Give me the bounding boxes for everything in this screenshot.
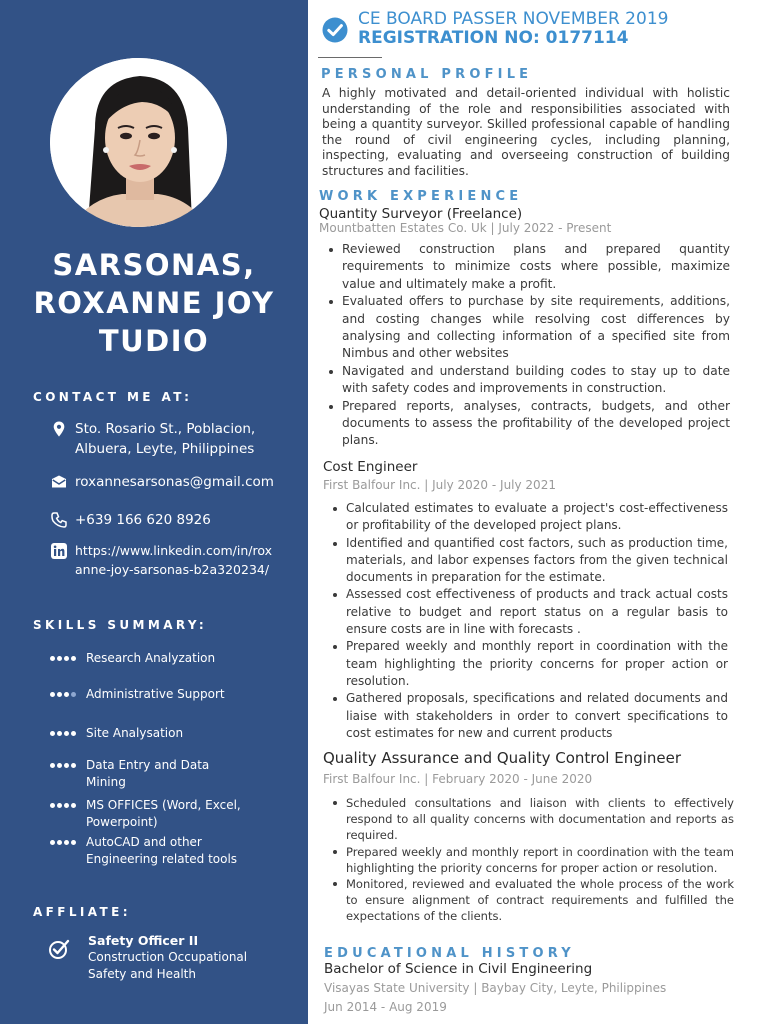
linkedin-url-line[interactable]: anne-joy-sarsonas-b2a320234/ xyxy=(75,562,270,577)
experience-heading: WORK EXPERIENCE xyxy=(319,189,523,204)
address-line: Albuera, Leyte, Philippines xyxy=(75,441,255,457)
education-dates: Jun 2014 - Aug 2019 xyxy=(324,1000,447,1014)
skill-level-dot xyxy=(64,763,69,768)
board-line: CE BOARD PASSER NOVEMBER 2019 xyxy=(358,9,669,29)
skill-level-dot xyxy=(57,692,62,697)
skill-level-dot xyxy=(57,763,62,768)
skill-level-dot xyxy=(57,803,62,808)
skill-level-dot xyxy=(64,692,69,697)
skill-level-dot xyxy=(64,656,69,661)
job-bullets xyxy=(327,795,734,925)
profile-heading: PERSONAL PROFILE xyxy=(321,67,533,82)
skill-level-dots xyxy=(50,731,78,736)
skill-level-dot xyxy=(50,656,55,661)
skill-level-dots xyxy=(50,840,78,845)
linkedin-url-line[interactable]: https://www.linkedin.com/in/rox xyxy=(75,543,272,558)
skill-level-dot xyxy=(50,840,55,845)
skill-level-dot xyxy=(71,763,76,768)
name-line: SARSONAS, xyxy=(52,248,256,282)
skill-label: Research Analyzation xyxy=(86,651,216,665)
phone-icon xyxy=(50,511,68,529)
affiliate-entry xyxy=(88,932,303,983)
job-title: Cost Engineer xyxy=(323,459,418,475)
skill-level-dot xyxy=(71,692,76,697)
divider xyxy=(318,57,382,58)
job-bullet: Prepared reports, analyses, contracts, budgets, and other documents to assess the profitability of the developed project plans. xyxy=(323,398,730,450)
affiliate-heading: AFFLIATE: xyxy=(33,905,131,919)
skill-level-dot xyxy=(71,840,76,845)
job-bullet: Scheduled consultations and liaison with clients to effectively respond to all quality concerns with documentation and reports as required. xyxy=(327,795,734,844)
name-line: TUDIO xyxy=(98,324,210,358)
job-title: Quantity Surveyor (Freelance) xyxy=(319,206,523,222)
check-circle-icon xyxy=(322,17,348,43)
contact-address xyxy=(50,419,300,459)
skill-level-dot xyxy=(50,803,55,808)
skill-label: AutoCAD and other Engineering related tools xyxy=(86,835,238,866)
job-bullets xyxy=(327,500,728,742)
contact-phone[interactable] xyxy=(50,510,300,530)
job-bullet: Calculated estimates to evaluate a project's cost-effectiveness or profitability of the developed project plans. xyxy=(327,500,728,535)
skill-level-dot xyxy=(50,731,55,736)
job-bullet: Reviewed construction plans and prepared quantity requirements to minimize costs where possible, maximize value and ultimately make a profit. xyxy=(323,241,730,293)
affiliate-desc: Safety and Health xyxy=(88,967,196,981)
skill-level-dots xyxy=(50,656,78,661)
skill-item xyxy=(50,834,300,868)
affiliate-title: Safety Officer II xyxy=(88,933,199,948)
contact-heading: CONTACT ME AT: xyxy=(33,390,193,404)
linkedin-icon xyxy=(50,542,68,560)
sidebar xyxy=(0,0,308,1024)
job-meta: First Balfour Inc. | July 2020 - July 2021 xyxy=(323,478,556,492)
envelope-icon xyxy=(50,473,68,491)
board-passer-banner xyxy=(358,10,668,48)
profile-photo xyxy=(50,58,227,227)
school: Visayas State University | Baybay City, Leyte, Philippines xyxy=(324,981,667,995)
skill-level-dots xyxy=(50,803,78,808)
full-name xyxy=(14,246,294,360)
skill-level-dots xyxy=(50,763,78,768)
skill-item xyxy=(50,757,300,791)
check-badge-icon xyxy=(48,938,70,960)
degree: Bachelor of Science in Civil Engineering xyxy=(324,961,593,977)
skill-label: MS OFFICES (Word, Excel, Powerpoint) xyxy=(86,798,241,829)
skill-label: Administrative Support xyxy=(86,687,225,701)
skill-level-dot xyxy=(50,763,55,768)
skill-item xyxy=(50,725,300,742)
job-meta: First Balfour Inc. | February 2020 - June 2020 xyxy=(323,772,593,786)
skills-heading: SKILLS SUMMARY: xyxy=(33,618,208,632)
job-meta: Mountbatten Estates Co. Uk | July 2022 - Present xyxy=(319,221,612,235)
address-line: Sto. Rosario St., Poblacion, xyxy=(75,421,256,437)
skill-item xyxy=(50,650,300,667)
contact-linkedin[interactable] xyxy=(50,541,300,579)
skill-level-dot xyxy=(64,731,69,736)
job-bullet: Navigated and understand building codes to stay up to date with safety codes and improvements in construction. xyxy=(323,363,730,398)
job-bullet: Assessed cost effectiveness of products and track actual costs relative to budget and report status on a regular basis to ensure costs are in line with forecasts . xyxy=(327,586,728,638)
job-bullet: Prepared weekly and monthly report in coordination with the team highlighting the priority concerns for proper action or resolution. xyxy=(327,638,728,690)
skill-label: Data Entry and Data Mining xyxy=(86,758,210,789)
skill-level-dot xyxy=(71,656,76,661)
skill-level-dot xyxy=(71,731,76,736)
email-link[interactable]: roxannesarsonas@gmail.com xyxy=(75,474,274,490)
contact-email[interactable] xyxy=(50,472,300,492)
skill-level-dot xyxy=(50,692,55,697)
job-bullet: Evaluated offers to purchase by site requirements, additions, and costing changes while resolving cost differences by analysing and collecting information of a specified site from Nimbus and other websites xyxy=(323,293,730,363)
job-bullets xyxy=(323,241,730,450)
skill-level-dot xyxy=(57,731,62,736)
affiliate-desc: Construction Occupational xyxy=(88,950,248,964)
profile-text: A highly motivated and detail-oriented individual with holistic understanding of the role and responsibilities associated with being a quantity surveyor. Skilled professional capable of handling the round of civil engineering cycles, including planning, inspecting, evaluating and overseeing construction of building structures and facilities. xyxy=(322,86,730,178)
skill-label: Site Analysation xyxy=(86,726,184,740)
skill-level-dot xyxy=(64,840,69,845)
job-bullet: Identified and quantified cost factors, such as production time, materials, and labor expenses factors from the given technical documents in preparation for the estimate. xyxy=(327,535,728,587)
skill-level-dot xyxy=(64,803,69,808)
job-bullet: Gathered proposals, specifications and related documents and liaise with stakeholders in order to convert specifications to cost estimates for new and current products xyxy=(327,690,728,742)
skill-level-dots xyxy=(50,692,78,697)
registration-line: REGISTRATION NO: 0177114 xyxy=(358,28,629,48)
phone-number: +639 166 620 8926 xyxy=(75,512,211,528)
skill-item xyxy=(50,686,300,703)
skill-level-dot xyxy=(57,840,62,845)
job-bullet: Prepared weekly and monthly report in coordination with the team highlighting the priority concerns for proper action or resolution. xyxy=(327,844,734,876)
education-heading: EDUCATIONAL HISTORY xyxy=(324,946,575,961)
job-title: Quality Assurance and Quality Control Engineer xyxy=(323,749,682,767)
name-line: ROXANNE JOY xyxy=(33,286,275,320)
job-bullet: Monitored, reviewed and evaluated the whole process of the work to ensure alignment of contract requirements and fulfilled the expectations of the clients. xyxy=(327,876,734,925)
location-pin-icon xyxy=(50,420,68,438)
skill-level-dot xyxy=(71,803,76,808)
skill-item xyxy=(50,797,300,831)
skill-level-dot xyxy=(57,656,62,661)
